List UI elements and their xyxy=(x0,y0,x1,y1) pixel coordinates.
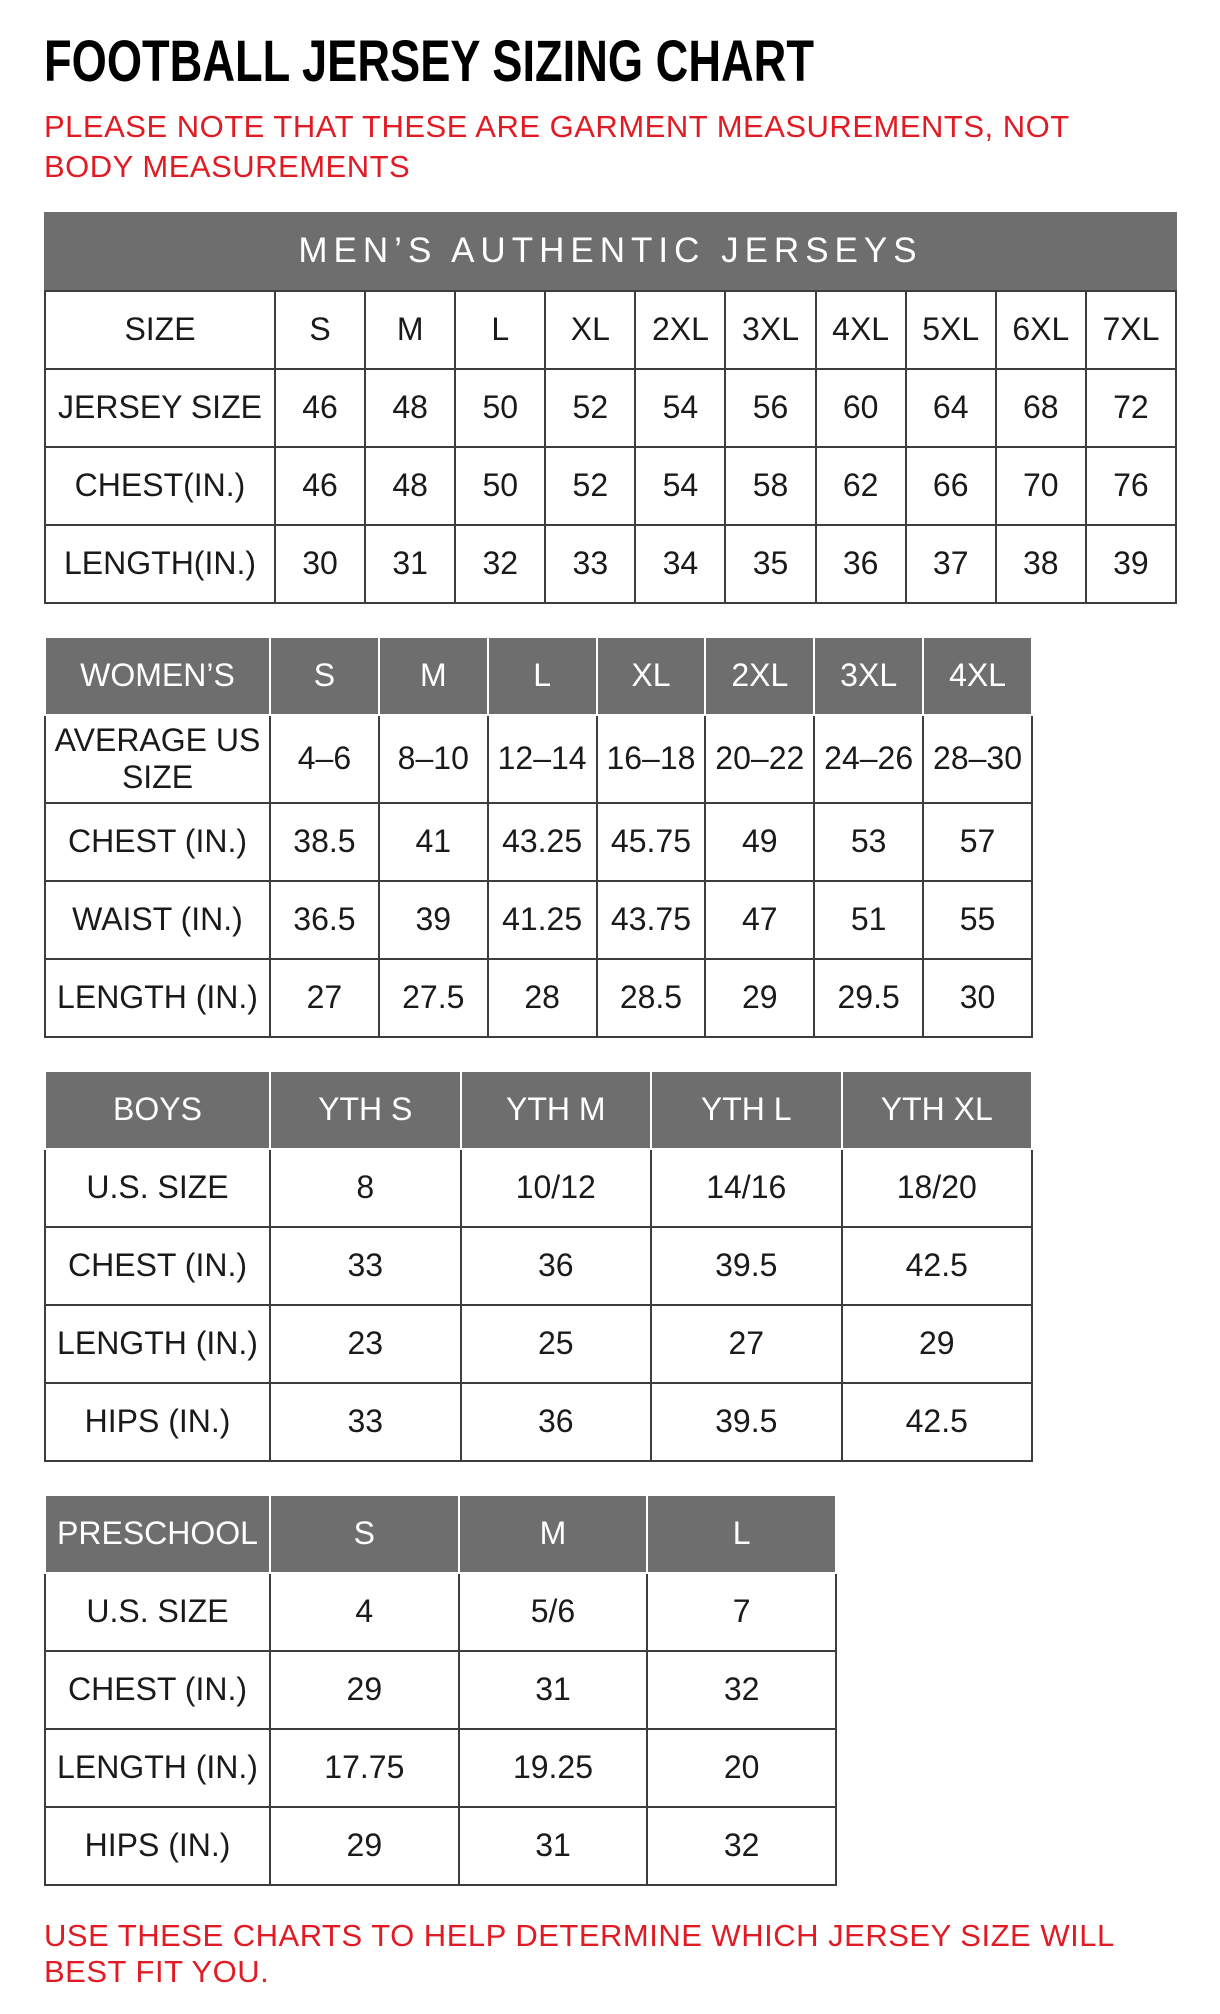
value-cell: 36.5 xyxy=(270,881,379,959)
value-cell: 30 xyxy=(275,525,365,603)
value-cell: 32 xyxy=(647,1651,836,1729)
mens-size-column-header: L xyxy=(455,291,545,369)
value-cell: 19.25 xyxy=(459,1729,648,1807)
mens-size-column-header: 6XL xyxy=(996,291,1086,369)
table-row xyxy=(45,1149,1032,1227)
mens-size-column-header: 3XL xyxy=(725,291,815,369)
womens-size-column-header: 3XL xyxy=(814,637,923,715)
value-cell: 38.5 xyxy=(270,803,379,881)
womens-size-column-header: M xyxy=(379,637,488,715)
mens-header-row xyxy=(45,291,1176,369)
table-row xyxy=(45,1807,836,1885)
footer-note: USE THESE CHARTS TO HELP DETERMINE WHICH JERSEY SIZE WILL BEST FIT YOU. xyxy=(44,1917,1114,1989)
mens-table-grid xyxy=(44,290,1177,604)
sizing-chart-page xyxy=(44,28,1178,1990)
value-cell: 33 xyxy=(270,1227,461,1305)
value-cell: 36 xyxy=(461,1383,652,1461)
value-cell: 50 xyxy=(455,447,545,525)
value-cell: 25 xyxy=(461,1305,652,1383)
value-cell: 52 xyxy=(545,447,635,525)
row-label: LENGTH (IN.) xyxy=(45,1729,270,1807)
mens-size-column-header: 2XL xyxy=(635,291,725,369)
measurement-note: PLEASE NOTE THAT THESE ARE GARMENT MEASUREMENTS, NOT BODY MEASUREMENTS xyxy=(44,109,1070,185)
value-cell: 27 xyxy=(651,1305,842,1383)
value-cell: 31 xyxy=(365,525,455,603)
boys-header-label: BOYS xyxy=(45,1071,270,1149)
table-row xyxy=(45,369,1176,447)
value-cell: 28–30 xyxy=(923,715,1032,803)
row-label: CHEST (IN.) xyxy=(45,1651,270,1729)
womens-header-row xyxy=(45,637,1032,715)
table-row xyxy=(45,447,1176,525)
value-cell: 49 xyxy=(705,803,814,881)
value-cell: 42.5 xyxy=(842,1227,1033,1305)
row-label: LENGTH (IN.) xyxy=(45,1305,270,1383)
boys-size-column-header: YTH L xyxy=(651,1071,842,1149)
boys-table-grid xyxy=(44,1070,1033,1462)
value-cell: 54 xyxy=(635,369,725,447)
table-row xyxy=(45,1227,1032,1305)
value-cell: 20 xyxy=(647,1729,836,1807)
boys-size-column-header: YTH M xyxy=(461,1071,652,1149)
value-cell: 32 xyxy=(455,525,545,603)
mens-size-column-header: 4XL xyxy=(816,291,906,369)
table-row xyxy=(45,959,1032,1037)
value-cell: 66 xyxy=(906,447,996,525)
value-cell: 5/6 xyxy=(459,1573,648,1651)
mens-table-banner: MEN’S AUTHENTIC JERSEYS xyxy=(44,212,1177,290)
womens-size-column-header: S xyxy=(270,637,379,715)
value-cell: 4 xyxy=(270,1573,459,1651)
sizing-tables xyxy=(44,212,1178,1886)
row-label: U.S. SIZE xyxy=(45,1573,270,1651)
table-row xyxy=(45,1729,836,1807)
value-cell: 64 xyxy=(906,369,996,447)
preschool-size-column-header: L xyxy=(647,1495,836,1573)
value-cell: 42.5 xyxy=(842,1383,1033,1461)
value-cell: 39.5 xyxy=(651,1227,842,1305)
value-cell: 55 xyxy=(923,881,1032,959)
table-row xyxy=(45,803,1032,881)
value-cell: 7 xyxy=(647,1573,836,1651)
value-cell: 51 xyxy=(814,881,923,959)
value-cell: 8 xyxy=(270,1149,461,1227)
womens-table-grid xyxy=(44,636,1033,1038)
value-cell: 41 xyxy=(379,803,488,881)
value-cell: 38 xyxy=(996,525,1086,603)
value-cell: 10/12 xyxy=(461,1149,652,1227)
value-cell: 17.75 xyxy=(270,1729,459,1807)
page-title: FOOTBALL JERSEY SIZING CHART xyxy=(44,29,814,94)
row-label: JERSEY SIZE xyxy=(45,369,275,447)
row-label: AVERAGE US SIZE xyxy=(45,715,270,803)
row-label: CHEST (IN.) xyxy=(45,1227,270,1305)
womens-sizing-table xyxy=(44,636,1033,1038)
preschool-header-row xyxy=(45,1495,836,1573)
row-label: CHEST (IN.) xyxy=(45,803,270,881)
value-cell: 30 xyxy=(923,959,1032,1037)
preschool-header-label: PRESCHOOL xyxy=(45,1495,270,1573)
value-cell: 24–26 xyxy=(814,715,923,803)
value-cell: 27.5 xyxy=(379,959,488,1037)
womens-size-column-header: XL xyxy=(597,637,706,715)
row-label: CHEST(IN.) xyxy=(45,447,275,525)
value-cell: 62 xyxy=(816,447,906,525)
value-cell: 35 xyxy=(725,525,815,603)
value-cell: 46 xyxy=(275,369,365,447)
preschool-size-column-header: S xyxy=(270,1495,459,1573)
mens-size-column-header: M xyxy=(365,291,455,369)
value-cell: 76 xyxy=(1086,447,1176,525)
value-cell: 39.5 xyxy=(651,1383,842,1461)
mens-size-column-header: XL xyxy=(545,291,635,369)
value-cell: 43.25 xyxy=(488,803,597,881)
value-cell: 58 xyxy=(725,447,815,525)
table-row xyxy=(45,1573,836,1651)
womens-size-column-header: 2XL xyxy=(705,637,814,715)
row-label: HIPS (IN.) xyxy=(45,1807,270,1885)
table-row xyxy=(45,1651,836,1729)
value-cell: 68 xyxy=(996,369,1086,447)
value-cell: 48 xyxy=(365,447,455,525)
value-cell: 23 xyxy=(270,1305,461,1383)
value-cell: 48 xyxy=(365,369,455,447)
value-cell: 70 xyxy=(996,447,1086,525)
value-cell: 29.5 xyxy=(814,959,923,1037)
value-cell: 39 xyxy=(1086,525,1176,603)
value-cell: 37 xyxy=(906,525,996,603)
womens-size-column-header: 4XL xyxy=(923,637,1032,715)
value-cell: 31 xyxy=(459,1807,648,1885)
boys-size-column-header: YTH XL xyxy=(842,1071,1033,1149)
row-label: HIPS (IN.) xyxy=(45,1383,270,1461)
value-cell: 47 xyxy=(705,881,814,959)
value-cell: 28.5 xyxy=(597,959,706,1037)
value-cell: 29 xyxy=(270,1651,459,1729)
value-cell: 41.25 xyxy=(488,881,597,959)
value-cell: 16–18 xyxy=(597,715,706,803)
value-cell: 56 xyxy=(725,369,815,447)
value-cell: 8–10 xyxy=(379,715,488,803)
value-cell: 57 xyxy=(923,803,1032,881)
value-cell: 50 xyxy=(455,369,545,447)
mens-header-label: SIZE xyxy=(45,291,275,369)
value-cell: 33 xyxy=(270,1383,461,1461)
womens-size-column-header: L xyxy=(488,637,597,715)
preschool-sizing-table xyxy=(44,1494,837,1886)
boys-size-column-header: YTH S xyxy=(270,1071,461,1149)
value-cell: 33 xyxy=(545,525,635,603)
mens-sizing-table xyxy=(44,212,1177,604)
row-label: U.S. SIZE xyxy=(45,1149,270,1227)
value-cell: 18/20 xyxy=(842,1149,1033,1227)
value-cell: 12–14 xyxy=(488,715,597,803)
boys-header-row xyxy=(45,1071,1032,1149)
preschool-table-grid xyxy=(44,1494,837,1886)
value-cell: 31 xyxy=(459,1651,648,1729)
value-cell: 14/16 xyxy=(651,1149,842,1227)
value-cell: 36 xyxy=(816,525,906,603)
value-cell: 52 xyxy=(545,369,635,447)
mens-size-column-header: S xyxy=(275,291,365,369)
value-cell: 20–22 xyxy=(705,715,814,803)
mens-size-column-header: 7XL xyxy=(1086,291,1176,369)
value-cell: 29 xyxy=(842,1305,1033,1383)
value-cell: 54 xyxy=(635,447,725,525)
table-row xyxy=(45,1383,1032,1461)
table-row xyxy=(45,525,1176,603)
value-cell: 45.75 xyxy=(597,803,706,881)
value-cell: 27 xyxy=(270,959,379,1037)
value-cell: 29 xyxy=(705,959,814,1037)
table-row xyxy=(45,715,1032,803)
value-cell: 53 xyxy=(814,803,923,881)
value-cell: 28 xyxy=(488,959,597,1037)
value-cell: 46 xyxy=(275,447,365,525)
value-cell: 34 xyxy=(635,525,725,603)
womens-header-label: WOMEN’S xyxy=(45,637,270,715)
value-cell: 4–6 xyxy=(270,715,379,803)
mens-size-column-header: 5XL xyxy=(906,291,996,369)
row-label: LENGTH (IN.) xyxy=(45,959,270,1037)
row-label: WAIST (IN.) xyxy=(45,881,270,959)
preschool-size-column-header: M xyxy=(459,1495,648,1573)
value-cell: 32 xyxy=(647,1807,836,1885)
value-cell: 72 xyxy=(1086,369,1176,447)
value-cell: 43.75 xyxy=(597,881,706,959)
value-cell: 39 xyxy=(379,881,488,959)
value-cell: 36 xyxy=(461,1227,652,1305)
value-cell: 60 xyxy=(816,369,906,447)
row-label: LENGTH(IN.) xyxy=(45,525,275,603)
table-row xyxy=(45,1305,1032,1383)
table-row xyxy=(45,881,1032,959)
boys-sizing-table xyxy=(44,1070,1033,1462)
value-cell: 29 xyxy=(270,1807,459,1885)
